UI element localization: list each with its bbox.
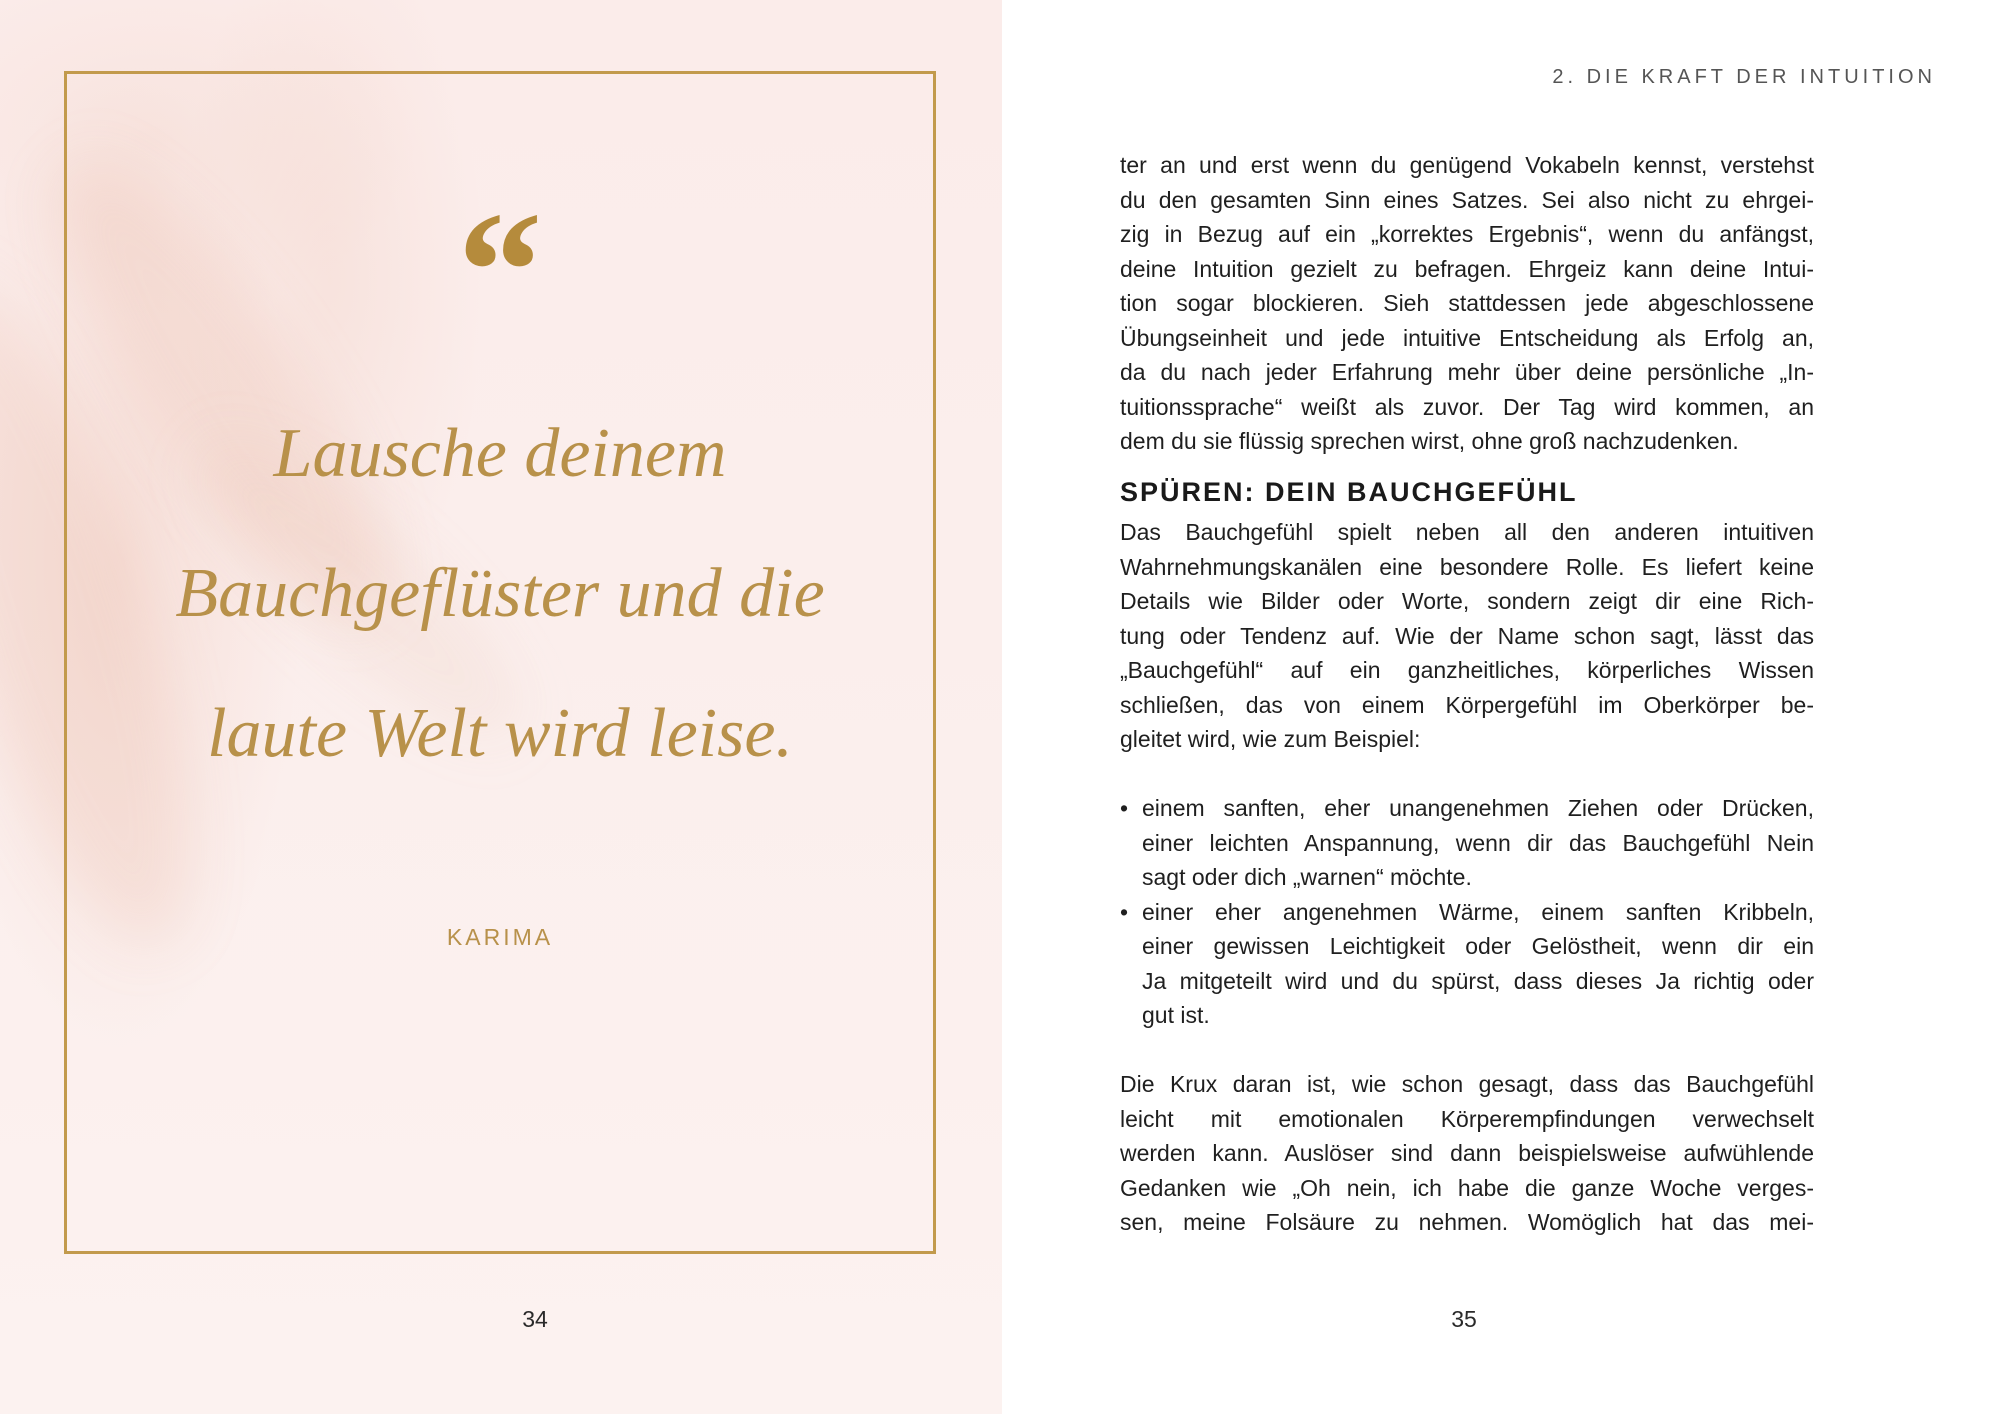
- text-line: „Bauchgefühl“ auf ein ganzheitliches, körperliches Wissen: [1120, 657, 1814, 683]
- right-page: [1002, 0, 2000, 1414]
- running-head: 2. DIE KRAFT DER INTUITION: [1552, 66, 1936, 88]
- quote-text: [67, 384, 933, 804]
- quote-line: laute Welt wird leise.: [207, 695, 793, 772]
- page-number-right: 35: [1451, 1306, 1477, 1332]
- text-line: einer eher angenehmen Wärme, einem sanften Kribbeln,: [1142, 898, 1814, 925]
- text-line: du den gesamten Sinn eines Satzes. Sei also nicht zu ehrgei-: [1120, 186, 1814, 213]
- text-line: sagt oder dich „warnen“ möchte.: [1142, 864, 1472, 890]
- bullet-list: [1120, 791, 1814, 1033]
- list-item: [1120, 895, 1814, 1033]
- text-line: Die Krux daran ist, wie schon gesagt, dass das Bauchgefühl: [1120, 1071, 1814, 1097]
- bullet-icon: •: [1120, 898, 1129, 925]
- paragraph-gap: [1120, 1033, 1814, 1068]
- paragraph: [1120, 515, 1814, 757]
- text-line: zig in Bezug auf ein „korrektes Ergebnis“, wenn du anfängst,: [1120, 221, 1814, 247]
- text-line: werden kann. Auslöser sind dann beispielsweise aufwühlende: [1120, 1140, 1814, 1166]
- text-line: tuitionssprache“ weißt als zuvor. Der Tag wird kommen, an: [1120, 393, 1814, 420]
- text-line: da du nach jeder Erfahrung mehr über deine persönliche „In-: [1120, 359, 1814, 385]
- text-line: tion sogar blockieren. Sieh stattdessen jede abgeschlossene: [1120, 290, 1814, 316]
- body-text: [1120, 148, 1814, 1240]
- paragraph-gap: [1120, 757, 1814, 792]
- quote-line: Lausche deinem: [273, 415, 727, 492]
- quote-mark-icon: “: [457, 177, 543, 365]
- text-line: einem sanften, eher unangenehmen Ziehen oder Drücken,: [1142, 795, 1814, 821]
- text-line: Gedanken wie „Oh nein, ich habe die ganze Woche verges-: [1120, 1174, 1814, 1201]
- section-heading: SPÜREN: DEIN BAUCHGEFÜHL: [1120, 476, 1578, 507]
- paragraph: [1120, 148, 1814, 459]
- text-line: Das Bauchgefühl spielt neben all den anderen intuitiven: [1120, 519, 1814, 545]
- quote-line: Bauchgeflüster und die: [175, 555, 825, 632]
- text-line: deine Intuition gezielt zu befragen. Ehrgeiz kann deine Intui-: [1120, 255, 1814, 282]
- text-line: schließen, das von einem Körpergefühl im Oberkörper be-: [1120, 691, 1814, 718]
- quote-frame: [64, 71, 936, 1254]
- page-number-left: 34: [522, 1306, 548, 1332]
- text-line: dem du sie flüssig sprechen wirst, ohne groß nachzudenken.: [1120, 428, 1739, 454]
- text-line: Übungseinheit und jede intuitive Entscheidung als Erfolg an,: [1120, 324, 1814, 351]
- text-line: ter an und erst wenn du genügend Vokabeln kennst, verstehst: [1120, 152, 1814, 178]
- list-item: [1120, 791, 1814, 895]
- text-line: Ja mitgeteilt wird und du spürst, dass dieses Ja richtig oder: [1142, 967, 1814, 994]
- text-line: einer leichten Anspannung, wenn dir das Bauchgefühl Nein: [1142, 829, 1814, 856]
- text-line: leicht mit emotionalen Körperempfindungen verwechselt: [1120, 1105, 1814, 1132]
- text-line: Details wie Bilder oder Worte, sondern zeigt dir eine Rich-: [1120, 588, 1814, 614]
- text-line: Wahrnehmungskanälen eine besondere Rolle. Es liefert keine: [1120, 553, 1814, 580]
- text-line: tung oder Tendenz auf. Wie der Name schon sagt, lässt das: [1120, 622, 1814, 649]
- text-line: sen, meine Folsäure zu nehmen. Womöglich hat das mei-: [1120, 1209, 1814, 1235]
- text-line: gleitet wird, wie zum Beispiel:: [1120, 726, 1421, 752]
- paragraph: [1120, 1067, 1814, 1240]
- quote-author: KARIMA: [446, 924, 554, 950]
- text-line: gut ist.: [1142, 1002, 1210, 1028]
- text-line: einer gewissen Leichtigkeit oder Gelöstheit, wenn dir ein: [1142, 933, 1814, 959]
- bullet-icon: •: [1120, 795, 1129, 821]
